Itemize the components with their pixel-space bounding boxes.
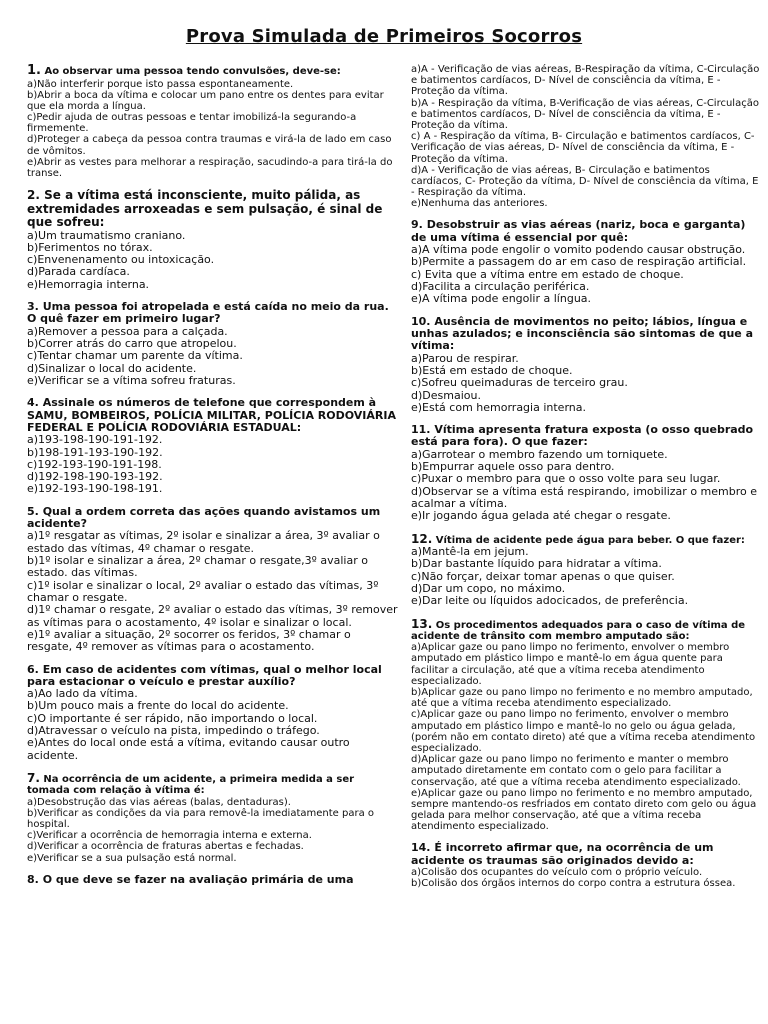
option: b)Está em estado de choque. <box>411 363 573 377</box>
question-text: O que deve se fazer na avaliação primária de uma <box>42 872 354 886</box>
option: b)Correr atrás do carro que atropelou. <box>27 337 237 351</box>
question-number: 13. <box>411 616 433 631</box>
option: e)192-193-190-198-191. <box>27 482 163 496</box>
question-text: Os procedimentos adequados para o caso de vítima de acidente de trânsito com membro amputado são: <box>411 619 746 643</box>
option: e)Hemorragia interna. <box>27 277 150 291</box>
option: d)Verificar a ocorrência de fraturas abertas e fechadas. <box>27 841 304 853</box>
option: c)192-193-190-191-198. <box>27 457 162 471</box>
question-number: 3. <box>27 300 39 314</box>
option: b)Verificar as condições da via para removê-la imediatamente para o hospital. <box>27 807 375 831</box>
option: b)Permite a passagem do ar em caso de respiração artificial. <box>411 255 747 269</box>
question-text: Vítima apresenta fratura exposta (o osso quebrado está para fora). O que fazer: <box>411 423 754 449</box>
question-number: 7. <box>27 771 40 786</box>
option: e)1º avaliar a situação, 2º socorrer os feridos, 3º chamar o resgate, 4º remover as vítimas para o acostamento. <box>27 627 351 654</box>
question-number: 2. <box>27 188 40 203</box>
option: a)Remover a pessoa para a calçada. <box>27 324 228 338</box>
option: c) Evita que a vítima entre em estado de choque. <box>411 267 684 281</box>
question-3 <box>27 301 399 387</box>
option: c) A - Respiração da vítima, B- Circulação e batimentos cardíacos, C-Verificação de vias aéreas, D- Nível de consciência da vítima, E - Proteção da vítima. <box>411 131 755 165</box>
option: e)Dar leite ou líquidos adocicados, de preferência. <box>411 594 689 608</box>
question-4 <box>27 397 399 496</box>
option: b)Ferimentos no tórax. <box>27 240 153 254</box>
option: e)Verificar se a vítima sofreu fraturas. <box>27 373 236 387</box>
option: d)Facilita a circulação periférica. <box>411 280 590 293</box>
question-14 <box>411 842 761 889</box>
option: e)Aplicar gaze ou pano limpo no ferimento e no membro amputado, sempre mantendo-os resfriados em contato direto com gelo ou água gelada para melhor conservação, até que a vítima receba atendimento especializado. <box>411 787 757 833</box>
option: c)Tentar chamar um parente da vítima. <box>27 349 243 363</box>
question-9 <box>411 219 761 305</box>
option: a)Aplicar gaze ou pano limpo no ferimento, envolver o membro amputado em plástico limpo e mantê-lo em água quente para facilitar a circulação, até que a vítima receba atendimento especializado. <box>411 642 730 687</box>
option: c)1º isolar e sinalizar o local, 2º avaliar o estado das vítimas, 3º chamar o resgate. <box>27 578 379 604</box>
option: a)A vítima pode engolir o vomito podendo causar obstrução. <box>411 243 746 257</box>
option: c)Envenenamento ou intoxicação. <box>27 253 215 267</box>
question-text: Assinale os números de telefone que correspondem à SAMU, BOMBEIROS, POLÍCIA MILITAR, POLÍCIA RODOVIÁRIA FEDERAL E POLÍCIA RODOVIÁRIA ESTADUAL: <box>27 396 396 434</box>
option: a)Parou de respirar. <box>411 351 519 365</box>
option: c)Aplicar gaze ou pano limpo no ferimento, envolver o membro amputado em plástico limpo e mantê-lo no gelo ou água gelada, (porém não em contato direto) até que a vítima receba atendimento especializado. <box>411 709 756 754</box>
option: d)Observar se a vítima está respirando, imobilizar o membro e acalmar a vítima. <box>411 484 758 510</box>
option: a)Ao lado da vítima. <box>27 687 138 701</box>
question-number: 14. <box>411 841 431 855</box>
question-8-options <box>411 64 761 209</box>
option: b)A - Respiração da vítima, B-Verificação de vias aéreas, C-Circulação e batimentos cardíacos, D- Nível de consciência da vítima, E - Proteção da vítima. <box>411 97 759 131</box>
question-6 <box>27 664 399 763</box>
question-12 <box>411 533 761 608</box>
option: d)Dar um copo, no máximo. <box>411 582 566 595</box>
question-text: Qual a ordem correta das ações quando avistamos um acidente? <box>27 504 381 531</box>
option: d)Parada cardíaca. <box>27 265 130 279</box>
option: c)Puxar o membro para que o osso volte para seu lugar. <box>411 472 721 486</box>
option: e)Antes do local onde está a vítima, evitando causar outro acidente. <box>27 736 350 762</box>
option: d)1º chamar o resgate, 2º avaliar o estado das vítimas, 3º remover as vítimas para o acostamento, 4º isolar e sinalizar o local. <box>27 603 398 629</box>
question-text: Em caso de acidentes com vítimas, qual o melhor local para estacionar o veículo e prestar auxílio? <box>27 662 382 688</box>
question-8 <box>27 874 399 886</box>
option: e)Está com hemorragia interna. <box>411 400 586 414</box>
option: b)Colisão dos órgãos internos do corpo contra a estrutura óssea. <box>411 878 736 890</box>
option: a)Colisão dos ocupantes do veículo com o próprio veículo. <box>411 867 703 879</box>
option: b)Abrir a boca da vítima e colocar um pano entre os dentes para evitar que ela morda a língua. <box>27 89 384 112</box>
question-number: 6. <box>27 662 39 676</box>
option: c)Sofreu queimaduras de terceiro grau. <box>411 376 628 390</box>
left-column <box>27 64 399 896</box>
option: a)1º resgatar as vítimas, 2º isolar e sinalizar a área, 3º avaliar o estado das vítimas, 4º chamar o resgate. <box>27 529 380 555</box>
option: a)Não interferir porque isto passa espontaneamente. <box>27 78 294 90</box>
question-11 <box>411 424 761 523</box>
option: d)A - Verificação de vias aéreas, B- Circulação e batimentos cardíacos, C- Proteção da vítima, D- Nível de consciência da vítima, E - Respiração da vítima. <box>411 164 759 199</box>
option: c)Não forçar, deixar tomar apenas o que quiser. <box>411 569 675 583</box>
question-7 <box>27 772 399 864</box>
option: c)O importante é ser rápido, não importando o local. <box>27 711 318 725</box>
option: d)Proteger a cabeça da pessoa contra traumas e virá-la de lado em caso de vômitos. <box>27 134 392 157</box>
right-column <box>411 64 761 899</box>
option: b)1º isolar e sinalizar a área, 2º chamar o resgate,3º avaliar o estado. das vítimas. <box>27 554 368 580</box>
question-text: Ao observar uma pessoa tendo convulsões, deve-se: <box>44 66 341 77</box>
option: b)198-191-193-190-192. <box>27 445 163 459</box>
option: e)Nenhuma das anteriores. <box>411 198 548 210</box>
question-text: Ausência de movimentos no peito; lábios, língua e unhas azulados; e inconsciência são sintomas de que a vítima: <box>411 314 753 353</box>
option: d)Aplicar gaze ou pano limpo no ferimento e manter o membro amputado diretamente em contato com o gelo para facilitar a conservação, até que a vítima receba atendimento especializado. <box>411 754 741 788</box>
question-text: Na ocorrência de um acidente, a primeira medida a ser tomada com relação à vítima é: <box>27 774 355 797</box>
question-number: 4. <box>27 396 39 410</box>
question-number: 8. <box>27 872 39 886</box>
option: e)Verificar se a sua pulsação está normal. <box>27 852 237 864</box>
option: d)192-198-190-193-192. <box>27 470 163 484</box>
option: a)Garrotear o membro fazendo um torniquete. <box>411 447 668 461</box>
question-number: 9. <box>411 218 423 232</box>
option: d)Atravessar o veículo na pista, impedindo o tráfego. <box>27 724 320 738</box>
question-number: 5. <box>27 504 39 518</box>
option: a)Mantê-la em jejum. <box>411 545 529 559</box>
option: d)Sinalizar o local do acidente. <box>27 361 197 375</box>
option: e)Ir jogando água gelada até chegar o resgate. <box>411 509 671 523</box>
question-number: 10. <box>411 314 431 328</box>
option: c)Verificar a ocorrência de hemorragia interna e externa. <box>27 830 312 842</box>
question-13 <box>411 618 761 833</box>
option: b)Aplicar gaze ou pano limpo no ferimento e no membro amputado, até que a vítima receba atendimento especializado. <box>411 687 753 710</box>
option: b)Dar bastante líquido para hidratar a vítima. <box>411 557 662 571</box>
question-5 <box>27 506 399 654</box>
option: a)Desobstrução das vias aéreas (balas, dentaduras). <box>27 796 291 808</box>
option: e)Abrir as vestes para melhorar a respiração, sacudindo-a para tirá-la do transe. <box>27 156 393 180</box>
question-text: Vítima de acidente pede água para beber. O que fazer: <box>435 534 745 546</box>
question-number: 12. <box>411 531 433 546</box>
question-text: É incorreto afirmar que, na ocorrência de um acidente os traumas são originados devido a: <box>411 841 714 867</box>
question-2 <box>27 189 399 291</box>
question-text: Desobstruir as vias aéreas (nariz, boca e garganta) de uma vítima é essencial por quê: <box>411 218 746 244</box>
option: a)Um traumatismo craniano. <box>27 228 186 242</box>
page-title: Prova Simulada de Primeiros Socorros <box>185 26 583 47</box>
option: d)Desmaiou. <box>411 388 481 402</box>
question-1 <box>27 64 399 179</box>
question-10 <box>411 316 761 415</box>
option: e)A vítima pode engolir a língua. <box>411 292 592 306</box>
question-text: Se a vítima está inconsciente, muito pálida, as extremidades arroxeadas e sem pulsação, é sinal de que sofreu: <box>27 188 383 230</box>
option: b)Empurrar aquele osso para dentro. <box>411 460 615 474</box>
question-number: 1. <box>27 63 41 78</box>
question-text: Uma pessoa foi atropelada e está caída no meio da rua. O quê fazer em primeiro lugar? <box>27 300 389 326</box>
option: b)Um pouco mais a frente do local do acidente. <box>27 699 289 713</box>
question-number: 11. <box>411 423 431 437</box>
option: a)193-198-190-191-192. <box>27 433 163 447</box>
option: a)A - Verificação de vias aéreas, B-Respiração da vítima, C-Circulação e batimentos cardíacos, D- Nível de consciência da vítima, E - Proteção da vítima. <box>411 64 760 98</box>
option: c)Pedir ajuda de outras pessoas e tentar imobilizá-la segurando-a firmemente. <box>27 112 357 135</box>
